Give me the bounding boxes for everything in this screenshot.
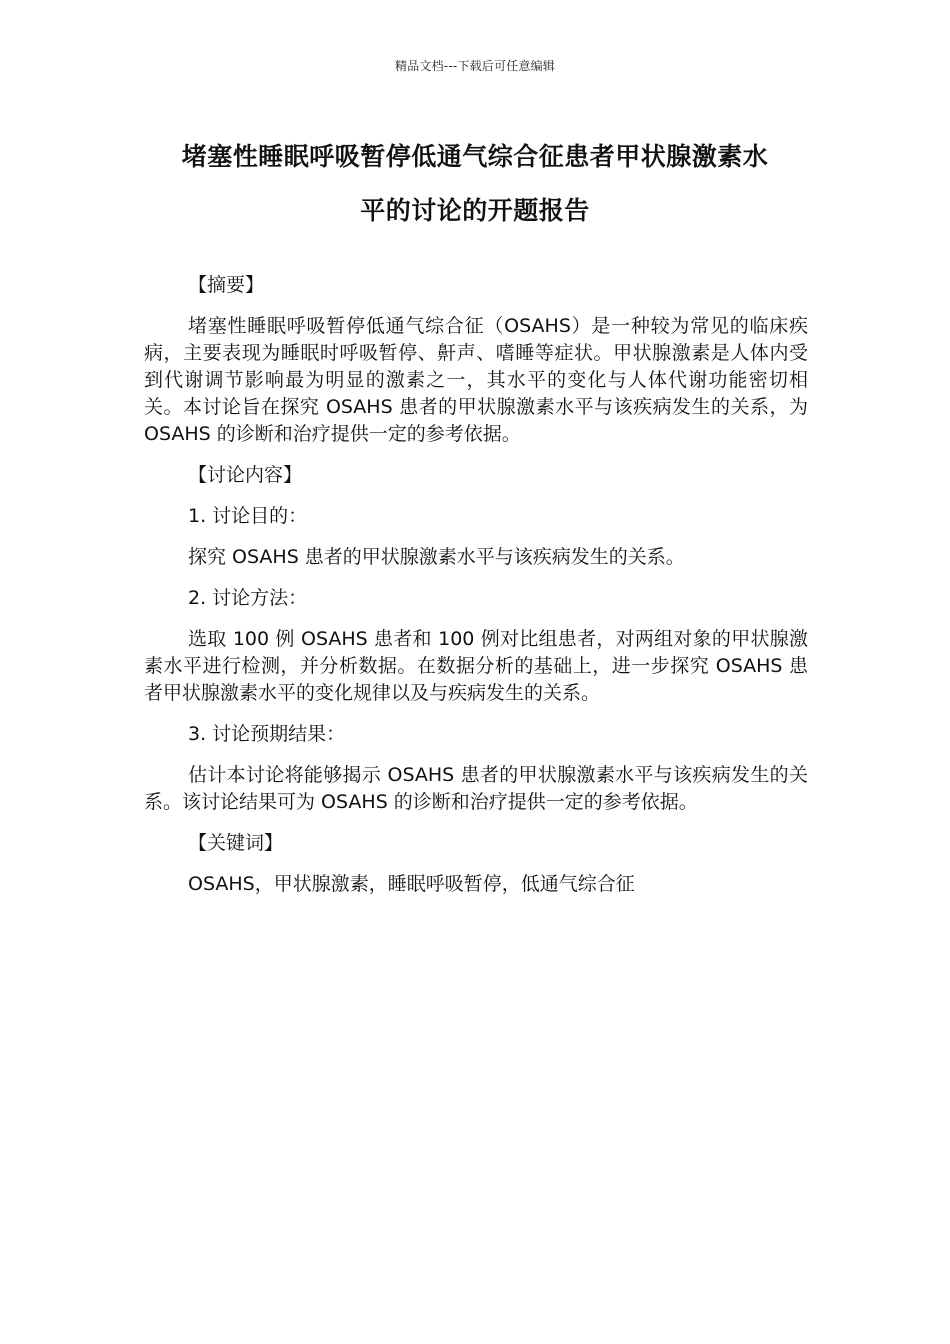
document-body	[144, 272, 808, 912]
method-paragraph: 选取 100 例 OSAHS 患者和 100 例对比组患者，对两组对象的甲状腺激素水平进行检测，并分析数据。在数据分析的基础上，进一步探究 OSAHS 患者甲状腺激素水平的变化规律以及与疾病发生的关系。	[144, 628, 808, 704]
keywords-paragraph: OSAHS，甲状腺激素，睡眠呼吸暂停，低通气综合征	[188, 873, 635, 895]
document-title-line-2: 平的讨论的开题报告	[360, 196, 590, 225]
abstract-heading: 【摘要】	[188, 274, 265, 296]
result-paragraph: 估计本讨论将能够揭示 OSAHS 患者的甲状腺激素水平与该疾病发生的关系。该讨论结果可为 OSAHS 的诊断和治疗提供一定的参考依据。	[144, 764, 808, 813]
method-heading: 2. 讨论方法：	[188, 587, 308, 609]
result-heading: 3. 讨论预期结果：	[188, 723, 346, 745]
document-title-line-1: 堵塞性睡眠呼吸暂停低通气综合征患者甲状腺激素水	[181, 142, 769, 171]
header-note: 精品文档---下载后可任意编辑	[395, 59, 555, 73]
purpose-paragraph: 探究 OSAHS 患者的甲状腺激素水平与该疾病发生的关系。	[188, 546, 685, 568]
purpose-heading: 1. 讨论目的：	[188, 505, 308, 527]
keywords-heading: 【关键词】	[188, 832, 284, 854]
content-heading: 【讨论内容】	[188, 464, 303, 486]
abstract-paragraph: 堵塞性睡眠呼吸暂停低通气综合征（OSAHS）是一种较为常见的临床疾病，主要表现为睡眠时呼吸暂停、鼾声、嗜睡等症状。甲状腺激素是人体内受到代谢调节影响最为明显的激素之一，其水平的变化与人体代谢功能密切相关。本讨论旨在探究 OSAHS 患者的甲状腺激素水平与该疾病发生的关系，为 OSAHS 的诊断和治疗提供一定的参考依据。	[144, 315, 808, 445]
